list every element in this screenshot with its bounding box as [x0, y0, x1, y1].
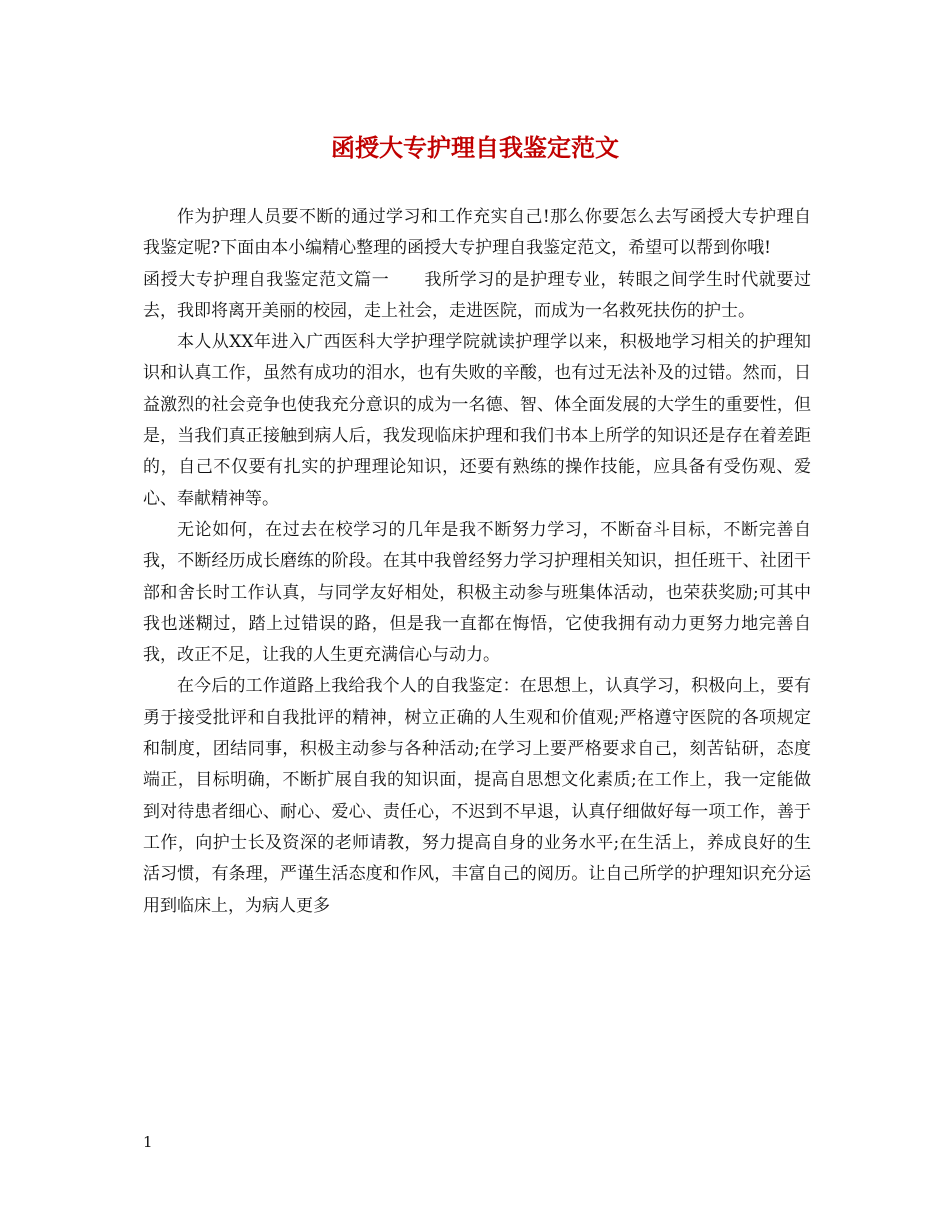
- paragraph-school-years: 无论如何，在过去在校学习的几年是我不断努力学习，不断奋斗目标，不断完善自我，不断经历成长磨练的阶段。在其中我曾经努力学习护理相关知识，担任班干、社团干部和舍长时工作认真，与同学友好相处，积极主动参与班集体活动，也荣获奖励;可其中我也迷糊过，踏上过错误的路，但是我一直都在悔悟，它使我拥有动力更努力地完善自我，改正不足，让我的人生更充满信心与动力。: [143, 519, 811, 666]
- document-body: [143, 202, 811, 922]
- paragraph-section-heading: 函授大专护理自我鉴定范文篇一 我所学习的是护理专业，转眼之间学生时代就要过去，我即将离开美丽的校园，走上社会，走进医院，而成为一名救死扶伤的护士。: [143, 269, 811, 321]
- paragraph-intro: 作为护理人员要不断的通过学习和工作充实自己!那么你要怎么去写函授大专护理自我鉴定呢?下面由本小编精心整理的函授大专护理自我鉴定范文，希望可以帮到你哦!: [143, 207, 811, 259]
- paragraph-self-evaluation: 在今后的工作道路上我给我个人的自我鉴定：在思想上，认真学习，积极向上，要有勇于接受批评和自我批评的精神，树立正确的人生观和价值观;严格遵守医院的各项规定和制度，团结同事，积极主动参与各种活动;在学习上要严格要求自己，刻苦钻研，态度端正，目标明确，不断扩展自我的知识面，提高自思想文化素质;在工作上，我一定能做到对待患者细心、耐心、爱心、责任心，不迟到不早退，认真仔细做好每一项工作，善于工作，向护士长及资深的老师请教，努力提高自身的业务水平;在生活上，养成良好的生活习惯，有条理，严谨生活态度和作风，丰富自己的阅历。让自己所学的护理知识充分运用到临床上，为病人更多: [143, 676, 811, 916]
- paragraph-background: 本人从XX年进入广西医科大学护理学院就读护理学以来，积极地学习相关的护理知识和认真工作，虽然有成功的泪水，也有失败的辛酸，也有过无法补及的过错。然而，日益激烈的社会竞争也使我充分意识的成为一名德、智、体全面发展的大学生的重要性，但是，当我们真正接触到病人后，我发现临床护理和我们书本上所学的知识还是存在着差距的，自己不仅要有扎实的护理理论知识，还要有熟练的操作技能，应具备有受伤观、爱心、奉献精神等。: [143, 332, 811, 509]
- page-number: 1: [143, 1133, 153, 1151]
- document-title: 函授大专护理自我鉴定范文: [331, 133, 619, 162]
